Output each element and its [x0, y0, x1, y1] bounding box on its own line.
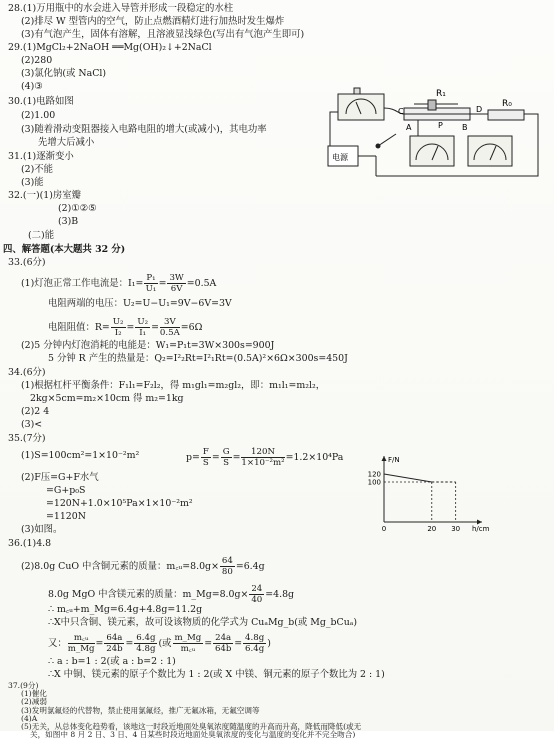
label-a: A — [406, 123, 412, 132]
q36-line2: 8.0g MgO 中含镁元素的质量：m_Mg=8.0g× $\frac{24}{40}$ =4.8g — [48, 584, 295, 605]
y-tick-label: 100 — [367, 478, 381, 487]
q34-line4: (3)< — [21, 419, 43, 430]
q33-heading: 33.(6分) — [8, 257, 46, 268]
label-p: P — [438, 121, 443, 130]
q37-line5a: (5)无关，从总体变化趋势看，该地这一时段近地面处臭氧浓度随温度的升高而升高，降低而降低(或无 — [21, 722, 362, 731]
q34-heading: 34.(6分) — [8, 367, 46, 378]
y-axis-arrow — [382, 456, 387, 461]
q36-line4: ∴X中只含铜、镁元素，故可设该物质的化学式为 CuₐMg_b(或 Mg_bCuₐ) — [48, 617, 358, 628]
q33-line3: 电阻阻值：R= $\frac{\text{U₂}}{\text{I₂}}$ = $\frac{\text{U₂}}{\text{I₁}}$ = $\frac{3V}{0.5A}$ =6Ω — [48, 317, 203, 338]
q31-line3: (3)能 — [21, 177, 44, 188]
resistor-r0 — [488, 110, 524, 120]
q33-line5: 5 分钟 R 产生的热量是：Q₂=I²₂Rt=I²₁Rt=(0.5A)²×6Ω×300s=450J — [48, 353, 348, 364]
q35-pressure: p= $\frac{F}{S}$ = $\frac{G}{S}$ = $\frac{120N}{\text{1×10⁻²m²}}$ =1.2×10⁴Pa — [186, 447, 344, 468]
q33-line1: (1)灯泡正常工作电流是：I₁= $\frac{\text{P₁}}{\text{U₁}}$ = $\frac{3W}{6V}$ =0.5A — [21, 273, 217, 294]
q35-line4: =120N+1.0×10⁵Pa×1×10⁻²m² — [46, 498, 193, 509]
q35-heading: 35.(7分) — [8, 433, 46, 444]
section-heading: 四、解答题(本大题共 32 分) — [3, 244, 126, 255]
q36-line1: (2)8.0g CuO 中含铜元素的质量：m꜀ᵤ=8.0g× $\frac{64}{80}$ =6.4g — [21, 556, 265, 577]
label-r1: R₁ — [436, 89, 446, 99]
q35-line1: (1)S=100cm²=1×10⁻²m² — [21, 450, 140, 461]
q32-line3: (3)B — [58, 216, 79, 227]
q29-line1: 29.(1)MgCl₂+2NaOH ══Mg(OH)₂↓+2NaCl — [8, 42, 212, 53]
q30-line2: (2)1.00 — [21, 110, 56, 121]
voltmeter-2 — [468, 136, 512, 166]
q35-line2: (2)F压=G+F水气 — [21, 472, 99, 483]
x-tick-label: 30 — [451, 525, 461, 533]
y-axis-label: F/N — [388, 456, 400, 464]
q32-line1: 32.(一)(1)房室瓣 — [8, 190, 82, 201]
q29-line3: (3)氯化钠(或 NaCl) — [21, 68, 107, 79]
force-height-chart — [362, 456, 502, 538]
q30-line1: 30.(1)电路如图 — [8, 96, 74, 107]
q36-line3: ∴ m꜀ᵤ+m_Mg=6.4g+4.8g=11.2g — [48, 604, 203, 615]
q35-line6: (3)如图。 — [21, 524, 63, 535]
q30-line3: (3)随着滑动变阻器接入电路电阻的增大(或减小)，其电功率 — [21, 124, 267, 135]
q31-line1: 31.(1)逐渐变小 — [8, 151, 74, 162]
q28-line1: 28.(1)万用瓶中的水会进入导管并形成一段稳定的水柱 — [8, 3, 234, 14]
label-b: B — [462, 123, 468, 132]
q33-line4: (2)5 分钟内灯泡消耗的电能是：W₁=P₁t=3W×300s=900J — [21, 340, 275, 351]
q30-line3b: 先增大后减小 — [38, 137, 95, 148]
y-tick-label: 120 — [367, 470, 381, 479]
series-line-0 — [384, 474, 432, 482]
x-tick-label: 20 — [427, 525, 437, 533]
q29-line2: (2)280 — [21, 55, 53, 66]
q34-line2: 2kg×5cm=m₂×10cm 得 m₂=1kg — [30, 393, 184, 404]
q37-heading: 37.(9分) — [8, 681, 39, 690]
q32-line4: (二)能 — [28, 230, 55, 241]
x-axis-label: h/cm — [472, 525, 490, 533]
q35-line5: =1120N — [46, 511, 86, 522]
q36-line6: ∴ a : b=1 : 2(或 a : b=2 : 1) — [48, 656, 176, 667]
label-r0: R₀ — [502, 99, 512, 109]
x-tick-label: 0 — [381, 525, 387, 533]
q37-line4: (4)A — [21, 713, 38, 723]
q28-line3: (3)有气泡产生，固体有溶解，且溶液显浅绿色(写出有气泡产生即可) — [21, 29, 305, 40]
q35-line3: =G+p₀S — [46, 485, 86, 496]
q37-line3: (3)发明氯氟烃的代替物，禁止使用氯氟烃，推广无氟冰箱，无氟空调等 — [21, 705, 260, 715]
q37-line5b: 关，如图中 8 月 2 日、3 日、4 日某些时段近地面处臭氧浓度的变化与温度的变化并不完全吻合) — [30, 730, 356, 739]
q31-line2: (2)不能 — [21, 164, 54, 175]
q34-line1: (1)根据杠杆平衡条件：F₁l₁=F₂l₂，得 m₁gl₁=m₂gl₂，即：m₁l₁=m₂l₂， — [21, 380, 326, 391]
q36-heading: 36.(1)4.8 — [8, 538, 52, 549]
voltmeter-1 — [410, 136, 454, 166]
q32-line2: (2)①②⑤ — [58, 203, 97, 214]
q34-line3: (2)2 4 — [21, 406, 50, 417]
q36-line5: 又： $\frac{\text{m꜀ᵤ}}{m\_Mg}$ = $\frac{64a}{24b}$ = $\frac{6.4g}{4.8g}$ (或 $\frac{m\_Mg}{\text{m꜀ᵤ}}$ = $\frac{24a}{64b}$ = $\frac{4.8g}{6.4g}$ ) — [48, 633, 271, 654]
ammeter — [338, 94, 384, 120]
label-source: 电源 — [332, 153, 348, 162]
q29-line4: (4)③ — [21, 81, 43, 92]
q33-line2: 电阻两端的电压：U₂=U−U₁=9V−6V=3V — [48, 298, 232, 309]
q37-line1: (1)催化 — [21, 689, 47, 699]
q36-line7: ∴X 中铜、镁元素的原子个数比为 1 : 2(或 X 中镁、铜元素的原子个数比为 2 : 1) — [48, 669, 385, 680]
circuit-diagram — [318, 84, 548, 184]
q37-line2: (2)减弱 — [21, 697, 47, 707]
label-d: D — [476, 105, 483, 114]
q28-line2: (2)排尽 W 型管内的空气，防止点燃酒精灯进行加热时发生爆炸 — [21, 16, 285, 27]
label-c: C — [398, 107, 404, 116]
x-axis-arrow — [477, 520, 482, 525]
